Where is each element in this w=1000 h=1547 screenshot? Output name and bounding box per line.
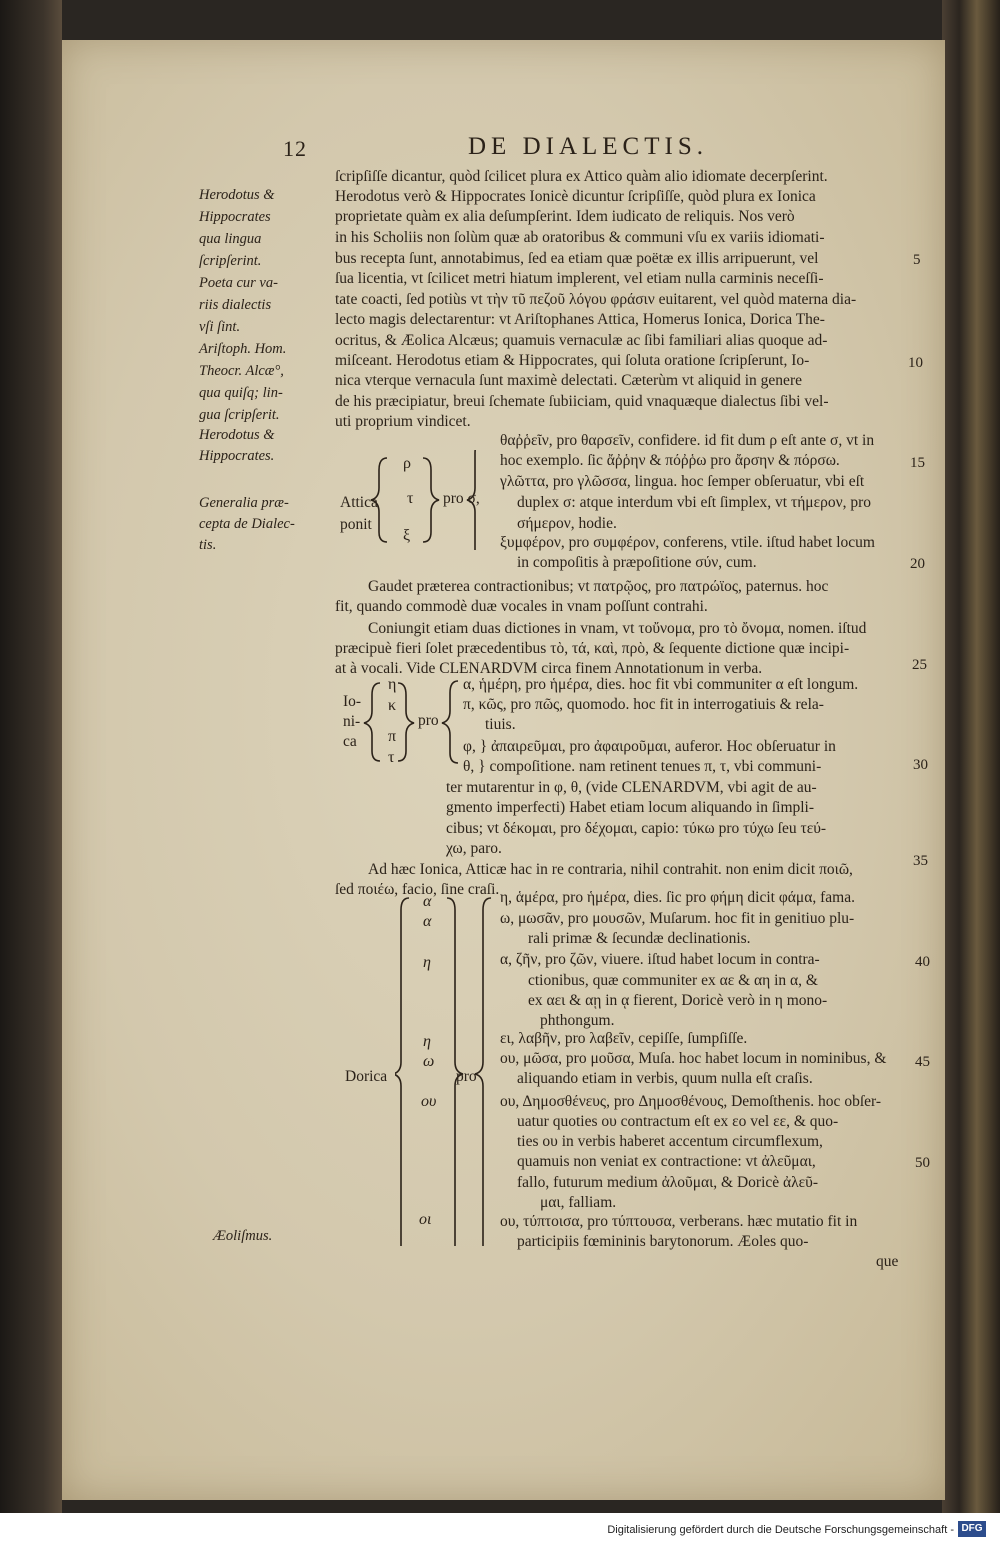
attica-pro: pro σ,	[443, 490, 480, 507]
ionica-line: ter mutarentur in φ, θ, (vide CLENARDVM, vbi agit de au-	[446, 779, 817, 796]
dorica-line: uatur quoties ου contractum eſt ex εο vel εε, & quo-	[517, 1113, 839, 1130]
line-number: 20	[910, 556, 925, 572]
line-number: 40	[915, 954, 930, 970]
text-line: ſed ποιέω, facio, ſine craſi.	[335, 881, 500, 898]
line-number: 50	[915, 1155, 930, 1171]
attica-line: σήμερον, hodie.	[517, 515, 617, 532]
text-line: ſua licentia, vt ſcilicet metri hiatum implerent, vel etiam nulla carminis neceſſi-	[335, 270, 824, 287]
ionica-line: gmento imperfecti) Habet etiam locum aliquando in ſimpli-	[446, 799, 815, 816]
dorica-letter: η	[423, 1033, 431, 1050]
attica-label: Attica ponit	[340, 494, 378, 533]
catchword: que	[876, 1253, 899, 1270]
running-title: DE DIALECTIS.	[468, 133, 708, 160]
text-line: præcipuè fieri ſolet præcedentibus τὸ, τά, καὶ, πρὸ, & ſequente dictione quæ incipi-	[335, 640, 850, 657]
dorica-line: ties ου in verbis haberet accentum circumflexum,	[517, 1133, 823, 1150]
attica-line: θαῤῥεῖν, pro θαρσεῖν, confidere. id fit dum ρ eſt ante σ, vt in	[500, 432, 875, 449]
text-line: at à vocali. Vide CLENARDVM circa finem Annotationum in verba.	[335, 660, 763, 677]
margin-note: vſi ſint.	[199, 319, 241, 335]
text-line: tate coacti, ſed potiùs vt τὴν τῦ πεζοῦ λόγου φράσιν euitarent, vel quòd materna dia-	[335, 291, 857, 308]
dorica-line: ex αει & αῃ in ᾳ fierent, Doricè verò in η mono-	[528, 992, 828, 1009]
margin-note: Herodotus &	[199, 187, 275, 203]
margin-note: Ariſtoph. Hom.	[199, 341, 287, 357]
margin-note: qua quiſq; lin-	[199, 385, 283, 401]
margin-note: Theocr. Alcæ°,	[199, 363, 284, 379]
attica-line: ξυμφέρον, pro συμφέρον, conferens, vtile. iſtud habet locum	[500, 534, 875, 551]
dorica-line: phthongum.	[540, 1012, 615, 1029]
text-line: ocritus, & Æolica Alcæus; quamuis vernaculæ ac ſibi familiari alias quoque ad-	[335, 332, 828, 349]
text-line: bus recepta ſunt, annotabimus, ſed ea etiam quæ poëtæ ex illis arripuerunt, vel	[335, 250, 819, 267]
line-number: 30	[913, 757, 928, 773]
dorica-line: ει, λαβῆν, pro λαβεῖν, cepiſſe, ſumpſiſſe.	[500, 1030, 748, 1047]
dorica-line: ω, μωσᾶν, pro μουσῶν, Muſarum. hoc fit in genitiuo plu-	[500, 910, 855, 927]
attica-line: γλῶττα, pro γλῶσσα, lingua. hoc ſemper obſeruatur, vbi eſt	[500, 473, 865, 490]
dorica-line: ου, μῶσα, pro μοῦσα, Muſa. hoc habet locum in nominibus, &	[500, 1050, 887, 1067]
margin-note: cepta de Dialec-	[199, 516, 295, 532]
dorica-line: ου, Δημοσθένευς, pro Δημοσθένους, Demoſthenis. hoc obſer-	[500, 1093, 882, 1110]
ionica-line: tiuis.	[485, 716, 516, 733]
dorica-label: Dorica	[345, 1068, 388, 1085]
margin-note: gua ſcripſerit.	[199, 407, 280, 423]
footer-credit: Digitalisierung gefördert durch die Deutsche Forschungsgemeinschaft -	[607, 1524, 954, 1536]
margin-note: Generalia præ-	[199, 495, 289, 511]
dorica-letter: α	[423, 913, 432, 930]
text-line: uti proprium vindicet.	[335, 413, 471, 430]
margin-note: Æoliſmus.	[213, 1228, 273, 1244]
ionica-line: φ, } ἀπαιρεῦμαι, pro ἀφαιροῦμαι, auferor. Hoc obſeruatur in	[463, 738, 836, 755]
ionica-label: Io-	[343, 693, 362, 710]
text-line: miſceant. Herodotus etiam & Hippocrates, qui ſoluta oratione ſcripſerunt, Io-	[335, 352, 810, 369]
book-edge-right	[942, 0, 1000, 1547]
attica-letter: ξ	[403, 527, 411, 544]
ionica-line: χω, paro.	[446, 840, 502, 857]
dorica-line: quamuis non veniat ex contractione: vt ἀλεῦμαι,	[517, 1153, 816, 1170]
ionica-braces	[360, 675, 470, 770]
dorica-letter: ου	[421, 1093, 437, 1110]
dorica-letter: ω	[423, 1053, 435, 1070]
ionica-line: θ, } compoſitione. nam retinent tenues π, τ, vbi communi-	[463, 758, 822, 775]
dorica-pro: pro	[456, 1068, 477, 1085]
margin-note: ſcripſerint.	[199, 253, 262, 269]
attica-letter: ρ	[403, 455, 411, 472]
text-line: Gaudet præterea contractionibus; vt πατρῷος, pro πατρώϊος, paternus. hoc	[368, 578, 829, 595]
dorica-line: ου, τύπτοισα, pro τύπτουσα, verberans. hæc mutatio fit in	[500, 1213, 858, 1230]
text-line: fit, quando commodè duæ vocales in vnam poſſunt contrahi.	[335, 598, 708, 615]
ionica-line: π, κῶς, pro πῶς, quomodo. hoc fit in interrogatiuis & rela-	[463, 696, 824, 713]
dorica-letter: οι	[419, 1211, 432, 1228]
margin-note: Hippocrates.	[199, 448, 275, 464]
ionica-label: ca	[343, 733, 357, 750]
margin-note: riis dialectis	[199, 297, 272, 313]
ionica-letter: τ	[388, 749, 395, 766]
attica-line: duplex σ: atque interdum vbi eſt ſimplex, vt τήμερον, pro	[517, 494, 872, 511]
dorica-braces	[395, 890, 500, 1255]
ionica-letter: κ	[388, 697, 397, 714]
text-line: ſcripſiſſe dicantur, quòd ſcilicet plura ex Attico quàm alio idiomate decerpſerint.	[335, 168, 828, 185]
dorica-letter: η	[423, 954, 431, 971]
text-line: Coniungit etiam duas dictiones in vnam, vt τοὔνομα, pro τὸ ὄνομα, nomen. iſtud	[368, 620, 867, 637]
dorica-line: ctionibus, quæ communiter ex αε & αη in α, &	[528, 972, 818, 989]
dorica-line: α, ζῆν, pro ζῶν, viuere. iſtud habet locum in contra-	[500, 951, 820, 968]
line-number: 5	[913, 252, 921, 268]
attica-letter: τ	[407, 490, 414, 507]
dorica-letter: α	[423, 893, 432, 910]
ionica-label: ni-	[343, 713, 361, 730]
line-number: 35	[913, 853, 928, 869]
ionica-pro: pro	[418, 712, 439, 729]
ionica-line: α, ἡμέρη, pro ἡμέρα, dies. hoc fit vbi communiter α eſt longum.	[463, 676, 859, 693]
ionica-letter: π	[388, 728, 397, 745]
ionica-line: cibus; vt δέκομαι, pro δέχομαι, capio: τύκω pro τύχω ſeu τεύ-	[446, 820, 827, 837]
dorica-line: fallo, futurum medium ἀλοῦμαι, & Doricè ἀλεῦ-	[517, 1174, 819, 1191]
margin-note: Herodotus &	[199, 427, 275, 443]
margin-note: qua lingua	[199, 231, 262, 247]
attica-line: hoc exemplo. ſic ἄῤῥην & πόῤῥω pro ἄρσην & πόρσω.	[500, 452, 840, 469]
attica-line: in compoſitis à præpoſitione σύν, cum.	[517, 554, 757, 571]
line-number: 15	[910, 455, 925, 471]
margin-note: Hippocrates	[199, 209, 271, 225]
dorica-line: rali primæ & ſecundæ declinationis.	[528, 930, 751, 947]
book-gutter-left	[0, 0, 62, 1547]
text-line: in his Scholiis non ſolùm quæ ab oratoribus & communi vſu ex variis idiomati-	[335, 229, 825, 246]
dorica-line: μαι, falliam.	[540, 1194, 617, 1211]
text-line: Ad hæc Ionica, Atticæ hac in re contraria, nihil contrahit. non enim dicit ποιῶ,	[368, 861, 853, 878]
ionica-letter: η	[388, 676, 397, 693]
line-number: 10	[908, 355, 923, 371]
text-line: de his præcipiatur, breui ſchemate ſubiiciam, quid vnaquæque dialectus ſibi vel-	[335, 393, 829, 410]
dfg-logo: DFG	[958, 1521, 986, 1537]
dorica-line: aliquando etiam in verbis, quum nulla eſt craſis.	[517, 1070, 813, 1087]
line-number: 25	[912, 657, 927, 673]
text-line: nica vterque vernacula ſunt maximè delectati. Cæterùm vt aliquid in genere	[335, 372, 802, 389]
dorica-line: η, ἁμέρα, pro ἡμέρα, dies. ſic pro φήμη dicit φάμα, fama.	[500, 889, 855, 906]
text-line: lecto magis delectarentur: vt Ariſtophanes Attica, Homerus Ionica, Dorica The-	[335, 311, 825, 328]
text-line: proprietate quàm ex alia deſumpſerint. Idem iudicato de reliquis. Nos verò	[335, 208, 795, 225]
line-number: 45	[915, 1054, 930, 1070]
margin-note: tis.	[199, 537, 217, 553]
text-line: Herodotus verò & Hippocrates Ionicè dicuntur ſcripſiſſe, quòd plura ex Ionica	[335, 188, 816, 205]
dorica-line: participiis fœmininis barytonorum. Æoles quo-	[517, 1233, 809, 1250]
page-number: 12	[283, 136, 307, 161]
margin-note: Poeta cur va-	[199, 275, 278, 291]
